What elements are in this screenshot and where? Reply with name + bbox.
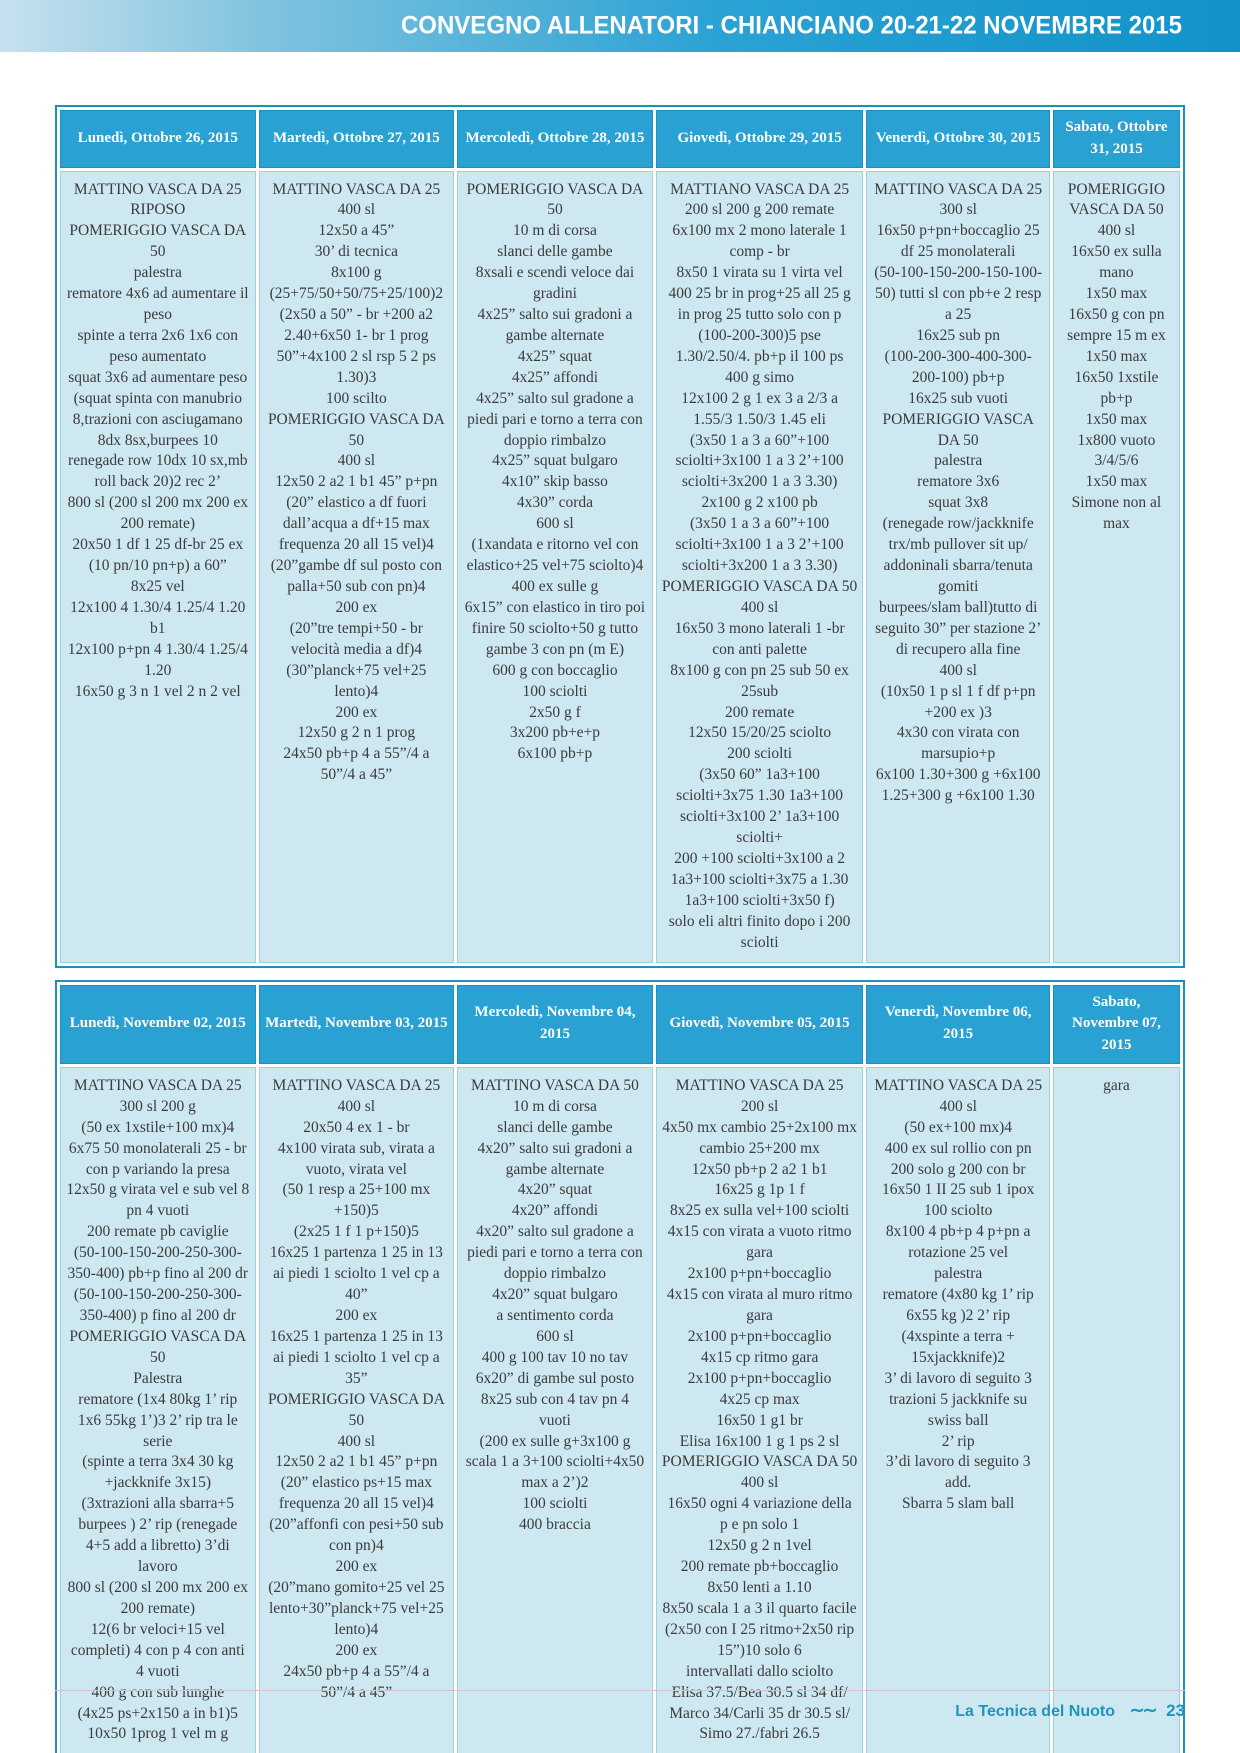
workout-line: 8x100 g con pn 25 sub 50 ex 25sub — [670, 661, 849, 700]
workout-line: (20”gambe df sul posto con palla+50 sub con pn)4 — [270, 557, 443, 596]
day-workout-cell — [259, 1067, 455, 1753]
workout-line: 1x50 max — [1085, 473, 1148, 491]
banner-title: CONVEGNO ALLENATORI - CHIANCIANO 20-21-22 NOVEMBRE 2015 — [400, 11, 1182, 40]
workout-line: POMERIGGIO VASCA DA 50 — [267, 410, 445, 449]
workout-line: 4x15 con virata al muro ritmo gara — [666, 1286, 853, 1324]
workout-line: Elisa 37.5/Bea 30.5 sl 34 df/ — [671, 1683, 848, 1701]
workout-line: 12x50 g virata vel e sub vel 8 pn 4 vuoti — [66, 1181, 250, 1220]
workout-line: (3xtrazioni alla sbarra+5 burpees ) 2’ rip (renegade 4+5 add a libretto) 3’di lavoro — [78, 1495, 238, 1576]
workout-line: 2x100 p+pn+boccaglio — [687, 1369, 832, 1387]
workout-line: (20”affonfi con pesi+50 sub con pn)4 — [269, 1516, 444, 1555]
workout-line: (20”tre tempi+50 - br velocità media a df)4 — [289, 619, 423, 658]
workout-line: (25+75/50+50/75+25/100)2 — [269, 285, 444, 303]
workout-line: 200 ex — [335, 703, 378, 721]
workout-line: 16x50 1xstile pb+p — [1074, 368, 1159, 407]
workout-line: 100 scilto — [326, 389, 387, 407]
workout-line: 3’di lavoro di seguito 3 add. — [885, 1453, 1031, 1492]
workout-line: 16x50 ogni 4 variazione della p e pn solo 1 — [667, 1495, 852, 1534]
workout-line: POMERIGGIO VASCA DA 50 — [466, 180, 644, 219]
workout-line: MATTINO VASCA DA 25 — [272, 180, 441, 198]
day-header-cell: Sabato, Novembre 07, 2015 — [1053, 985, 1180, 1064]
workout-line: (50 1 resp a 25+100 mx +150)5 — [282, 1181, 431, 1220]
workout-line: 2x100 g 2 x100 pb — [701, 494, 818, 512]
workout-line: 16x50 1 g1 br — [716, 1411, 803, 1429]
day-workout-cell — [656, 1067, 864, 1753]
workout-line: 200 +100 sciolti+3x100 a 2 1a3+100 sciolti+3x75 a 1.30 1a3+100 sciolti+3x50 f) — [670, 850, 849, 909]
workout-line: (50 ex 1xstile+100 mx)4 — [81, 1118, 235, 1136]
workout-line: (30”planck+75 vel+25 lento)4 — [286, 661, 427, 700]
workout-line: 400 sl — [337, 201, 376, 219]
week-table-october — [55, 105, 1185, 968]
workout-line: (spinte a terra 3x4 30 kg +jackknife 3x15) — [82, 1453, 234, 1492]
day-workout-cell — [457, 1067, 653, 1753]
workout-line: 8xsali e scendi veloce dai gradini — [475, 264, 635, 303]
workout-line: 300 sl — [939, 201, 977, 219]
workout-line: (2x25 1 f 1 p+150)5 — [293, 1223, 419, 1241]
workout-line: rematore 3x6 — [917, 473, 1000, 491]
workout-line: 200 ex — [335, 598, 378, 616]
top-banner — [0, 0, 1240, 52]
workout-line: 4x20” squat bulgaro — [492, 1286, 618, 1304]
workout-line: (50-100-150-200-250-300-350-400) p fino al 200 dr — [73, 1286, 242, 1324]
workout-line: 8x25 vel — [130, 578, 185, 596]
workout-line: 2x50 g f — [529, 703, 581, 721]
workout-line: 16x50 p+pn+boccaglio 25 df 25 monolaterali — [876, 222, 1040, 261]
day-header-cell: Sabato, Ottobre 31, 2015 — [1053, 110, 1180, 168]
workout-line: (squat spinta con manubrio 8,trazioni con asciugamano 8dx 8sx,burpees 10 — [72, 389, 243, 449]
workout-line: 16x25 1 partenza 1 25 in 13 ai piedi 1 sciolto 1 vel cp a 35” — [269, 1327, 443, 1387]
workout-line: 400 g 100 tav 10 no tav — [481, 1348, 629, 1366]
workout-line: 400 sl — [740, 1474, 779, 1492]
workout-line: 12x50 2 a2 1 b1 45” p+pn — [275, 473, 438, 491]
workout-line: 200 ex — [335, 1641, 378, 1659]
workout-line: 4x25” salto sui gradoni a gambe alternate — [477, 306, 633, 344]
workout-line: 200 sciolti — [727, 745, 793, 763]
workout-line: POMERIGGIO VASCA DA 50 — [661, 1453, 858, 1471]
workout-line: 400 ex sulle g — [511, 578, 599, 596]
workout-line: Elisa 16x100 1 g 1 ps 2 sl — [679, 1432, 840, 1450]
workout-line: 16x50 1 II 25 sub 1 ipox — [881, 1181, 1035, 1199]
workout-line: rematore (1x4 80kg 1’ rip 1x6 55kg 1’)3 2’ rip tra le serie — [77, 1390, 238, 1450]
workout-line: (50-100-150-200-250-300-350-400) pb+p fino al 200 dr — [67, 1244, 249, 1283]
workout-line: Simo 27./fabri 26.5 — [699, 1725, 820, 1743]
workout-line: (10x50 1 p sl 1 f df p+pn +200 ex )3 — [880, 682, 1036, 721]
workout-line: 12x50 pb+p 2 a2 1 b1 — [691, 1160, 828, 1178]
workout-line: MATTINO VASCA DA 50 — [471, 1076, 639, 1094]
workout-line: 400 sl — [337, 452, 376, 470]
day-header-cell: Venerdì, Ottobre 30, 2015 — [866, 110, 1049, 168]
workout-line: 4x15 cp ritmo gara — [700, 1348, 819, 1366]
day-workout-cell — [1053, 1067, 1180, 1753]
workout-line: a sentimento corda — [496, 1307, 614, 1324]
workout-line: 4x25” salto sul gradone a piedi pari e torno a terra con doppio rimbalzo — [467, 389, 643, 449]
workout-line: 600 sl — [536, 515, 574, 533]
workout-line: spinte a terra 2x6 1x6 con peso aumentato — [77, 326, 239, 365]
day-content-row — [60, 171, 1180, 963]
workout-line: 6x100 mx 2 mono laterale 1 comp - br — [672, 222, 847, 261]
workout-line: 200 remate pb+boccaglio — [680, 1558, 839, 1576]
workout-line: (3x50 1 a 3 a 60”+100 sciolti+3x100 1 a 3 2’+100 sciolti+3x200 1 a 3 3.30) — [675, 431, 844, 491]
day-header-cell: Martedì, Ottobre 27, 2015 — [259, 110, 455, 168]
day-header-cell: Venerdì, Novembre 06, 2015 — [866, 985, 1049, 1064]
workout-line: 400 braccia — [519, 1516, 591, 1534]
workout-line: RIPOSO — [130, 201, 186, 219]
workout-line: 20x50 1 df 1 25 df-br 25 ex (10 pn/10 pn+p) a 60” — [72, 536, 244, 575]
workout-line: 4x100 virata sub, virata a vuoto, virata vel — [277, 1139, 435, 1178]
workout-line: POMERIGGIO VASCA DA 50 — [267, 1390, 445, 1429]
workout-line: MATTINO VASCA DA 25 — [874, 1076, 1043, 1094]
workout-line: (50 ex+100 mx)4 — [904, 1118, 1013, 1136]
day-header-cell: Lunedì, Novembre 02, 2015 — [60, 985, 256, 1064]
workout-line: 4x15 con virata a vuoto ritmo gara — [667, 1223, 852, 1262]
workout-line: burpees/slam ball)tutto di seguito 30” per stazione 2’ di recupero alla fine — [875, 598, 1042, 658]
day-workout-cell — [60, 1067, 256, 1753]
day-workout-cell — [1053, 171, 1180, 963]
workout-line: POMERIGGIO VASCA DA 50 — [1067, 180, 1166, 219]
workout-line: 6x20” di gambe sul posto — [475, 1369, 635, 1387]
workout-line: MATTINO VASCA DA 25 — [73, 1076, 242, 1094]
workout-line: Sbarra 5 slam ball — [902, 1495, 1015, 1513]
workout-line: (20” elastico a df fuori dall’acqua a df+15 max frequenza 20 all 15 vel)4 — [278, 494, 434, 554]
workout-line: 800 sl (200 sl 200 mx 200 ex 200 remate) — [67, 1578, 248, 1617]
workout-line: 400 sl — [939, 1097, 977, 1115]
workout-line: 16x50 ex sulla mano — [1071, 243, 1162, 282]
workout-line: (2x50 a 50” - br +200 a2 2.40+6x50 1- br 1 prog 50”+4x100 2 sl rsp 5 2 ps 1.30)3 — [276, 306, 437, 386]
workout-line: (4xspinte a terra + 15xjackknife)2 — [901, 1327, 1015, 1366]
workout-line: 12x50 g 2 n 1vel — [707, 1537, 812, 1555]
workout-line: 30’ di tecnica — [314, 243, 398, 261]
workout-line: 8x25 ex sulla vel+100 sciolti — [669, 1202, 850, 1220]
workout-line: 16x50 g 3 n 1 vel 2 n 2 vel — [74, 682, 241, 700]
workout-line: renegade row 10dx 10 sx,mb roll back 20)2 rec 2’ — [68, 452, 248, 491]
workout-line: rematore 4x6 ad aumentare il peso — [66, 285, 249, 324]
day-workout-cell — [656, 171, 864, 963]
workout-line: 4x25” affondi — [511, 368, 599, 386]
workout-line: 12x100 p+pn 4 1.30/4 1.25/4 1.20 — [67, 640, 248, 679]
day-content-row — [60, 1067, 1180, 1753]
workout-line: 6x100 pb+p — [517, 745, 593, 763]
workout-line: (3x50 60” 1a3+100 sciolti+3x75 1.30 1a3+100 sciolti+3x100 2’ 1a3+100 sciolti+ — [676, 766, 844, 847]
workout-line: POMERIGGIO VASCA DA 50 — [69, 1327, 247, 1366]
workout-line: (4x25 ps+2x150 a in b1)5 — [77, 1704, 238, 1722]
workout-line: Palestra — [133, 1369, 183, 1387]
workout-line: 8x25 sub con 4 tav pn 4 vuoti — [480, 1390, 629, 1429]
workout-line: 16x50 g con pn sempre 15 m ex — [1067, 306, 1166, 344]
workout-line: (renegade row/jackknife trx/mb pullover sit up/ addoninali sbarra/tenuta gomiti — [882, 515, 1034, 596]
workout-line: 12x50 2 a2 1 b1 45” p+pn — [275, 1453, 438, 1471]
day-workout-cell — [60, 171, 256, 963]
workout-line: 2’ rip — [941, 1432, 975, 1450]
day-header-cell: Giovedì, Novembre 05, 2015 — [656, 985, 864, 1064]
workout-line: 16x25 sub vuoti — [908, 389, 1009, 407]
workout-line: (20”mano gomito+25 vel 25 lento+30”planck+75 vel+25 lento)4 — [268, 1578, 445, 1638]
day-header-cell: Martedì, Novembre 03, 2015 — [259, 985, 455, 1064]
workout-line: 200 sl 200 g 200 remate — [684, 201, 835, 219]
workout-line: (50-100-150-200-150-100-50) tutti sl con pb+e 2 resp a 25 — [874, 264, 1043, 324]
workout-line: 20x50 4 ex 1 - br — [303, 1118, 410, 1136]
day-header-row — [60, 110, 1180, 168]
workout-line: 4x10” skip basso — [501, 473, 608, 491]
workout-line: 600 sl — [536, 1327, 574, 1345]
workout-line: 6x100 1.30+300 g +6x100 1.25+300 g +6x100 1.30 — [875, 766, 1041, 805]
workout-line: 4x30 con virata con marsupio+p — [896, 724, 1020, 763]
workout-line: 10x50 1prog 1 vel m g — [87, 1725, 229, 1743]
workout-line: MATTINO VASCA DA 25 — [675, 1076, 844, 1094]
workout-line: Simone non al max — [1071, 494, 1162, 533]
workout-line: 1x50 max — [1085, 285, 1148, 303]
day-header-cell: Mercoledì, Novembre 04, 2015 — [457, 985, 653, 1064]
workout-line: 4x20” salto sui gradoni a gambe alternate — [477, 1139, 633, 1178]
workout-line: MATTINO VASCA DA 25 — [73, 180, 242, 198]
workout-line: MATTINO VASCA DA 25 — [874, 180, 1043, 198]
workout-line: 12x100 2 g 1 ex 3 a 2/3 a 1.55/3 1.50/3 1.45 eli — [681, 389, 838, 428]
workout-line: (200 ex sulle g+3x100 g scala 1 a 3+100 sciolti+4x50 max a 2’)2 — [465, 1432, 645, 1492]
workout-line: 8x100 g — [331, 264, 382, 282]
workout-line: POMERIGGIO VASCA DA 50 — [69, 222, 247, 261]
workout-line: squat 3x6 ad aumentare peso — [68, 368, 248, 386]
day-header-row — [60, 985, 1180, 1064]
workout-line: palestra — [934, 1265, 983, 1283]
workout-line: 300 sl 200 g — [119, 1097, 196, 1115]
workout-line: 4x30” corda — [516, 494, 594, 512]
workout-line: 1x50 max — [1085, 410, 1148, 428]
workout-line: palestra — [934, 452, 983, 470]
workout-line: POMERIGGIO VASCA DA 50 — [882, 410, 1034, 449]
page-number: 23 — [1166, 1701, 1185, 1720]
workout-line: 4x25” squat bulgaro — [492, 452, 618, 470]
workout-line: 400 sl — [337, 1432, 376, 1450]
workout-line: 2x100 p+pn+boccaglio — [687, 1265, 832, 1283]
workout-line: 400 sl — [740, 598, 779, 616]
workout-line: 16x25 1 partenza 1 25 in 13 ai piedi 1 sciolto 1 vel cp a 40” — [269, 1244, 443, 1304]
workout-line: 16x50 3 mono laterali 1 -br con anti palette — [674, 619, 845, 658]
workout-line: (100-200-300-400-300-200-100) pb+p — [884, 347, 1032, 386]
workout-line: 200 ex — [335, 1307, 378, 1324]
wave-icon: ∼∼ — [1129, 1700, 1156, 1720]
workout-line: 12x50 a 45” — [318, 222, 395, 240]
day-header-cell: Giovedì, Ottobre 29, 2015 — [656, 110, 864, 168]
day-workout-cell — [866, 171, 1049, 963]
workout-line: 24x50 pb+p 4 a 55”/4 a 50”/4 a 45” — [283, 1662, 430, 1701]
workout-line: POMERIGGIO VASCA DA 50 — [661, 578, 858, 596]
workout-line: 10 m di corsa — [512, 222, 597, 240]
workout-line: 400 sl — [1097, 222, 1136, 240]
workout-line: (1xandata e ritorno vel con elastico+25 vel+75 sciolto)4 — [466, 536, 644, 575]
workout-line: palestra — [133, 264, 182, 282]
day-workout-cell — [259, 171, 455, 963]
workout-line: 3’ di lavoro di seguito 3 trazioni 5 jackknife su swiss ball — [884, 1369, 1032, 1429]
workout-line: 8x100 4 pb+p 4 p+pn a rotazione 25 vel — [885, 1223, 1031, 1262]
workout-line: 1x800 vuoto 3/4/5/6 — [1077, 431, 1156, 470]
page-footer — [55, 1690, 1185, 1721]
workout-line: (20” elastico ps+15 max frequenza 20 all 15 vel)4 — [278, 1474, 434, 1513]
workout-line: 4x25” squat — [517, 347, 593, 365]
day-header-cell: Lunedì, Ottobre 26, 2015 — [60, 110, 256, 168]
workout-line: 8x50 1 virata su 1 virta vel — [676, 264, 843, 282]
workout-line: 4x20” salto sul gradone a piedi pari e torno a terra con doppio rimbalzo — [467, 1223, 643, 1283]
workout-line: 8x50 scala 1 a 3 il quarto facile — [662, 1599, 857, 1617]
workout-line: 3x200 pb+e+p — [509, 724, 601, 742]
workout-line: 12(6 br veloci+15 vel completi) 4 con p 4 con anti 4 vuoti — [70, 1620, 245, 1680]
workout-line: 400 sl — [939, 661, 977, 679]
workout-line: 10 m di corsa — [512, 1097, 597, 1115]
workout-line: intervallati dallo sciolto — [685, 1662, 834, 1680]
day-workout-cell — [457, 171, 653, 963]
workout-line: 400 g simo — [725, 368, 795, 386]
workout-line: 12x50 g 2 n 1 prog — [297, 724, 416, 742]
workout-line: 200 ex — [335, 1558, 378, 1576]
workout-line: 6x75 50 monolaterali 25 - br con p variando la presa — [68, 1139, 247, 1178]
workout-line: 12x100 4 1.30/4 1.25/4 1.20 b1 — [70, 598, 246, 637]
workout-line: 100 sciolti — [522, 1495, 588, 1513]
workout-line: 16x25 g 1p 1 f — [714, 1181, 805, 1199]
workout-line: rematore (4x80 kg 1’ rip 6x55 kg )2 2’ rip — [882, 1286, 1034, 1324]
workout-line: 200 sl — [740, 1097, 779, 1115]
workout-line: 8x50 lenti a 1.10 — [707, 1578, 812, 1596]
workout-line: (3x50 1 a 3 a 60”+100 sciolti+3x100 1 a 3 2’+100 sciolti+3x200 1 a 3 3.30) — [675, 515, 844, 575]
magazine-name: La Tecnica del Nuoto — [955, 1703, 1115, 1720]
workout-line: solo eli altri finito dopo i 200 sciolti — [668, 912, 851, 951]
workout-line: 4x20” affondi — [511, 1202, 599, 1220]
workout-line: 100 sciolto — [923, 1202, 993, 1220]
day-workout-cell — [866, 1067, 1049, 1753]
workout-line: 4x25 cp max — [719, 1390, 800, 1408]
day-header-cell: Mercoledì, Ottobre 28, 2015 — [457, 110, 653, 168]
workout-line: 400 ex sul rollio con pn 200 solo g 200 con br — [884, 1139, 1032, 1178]
workout-line: 24x50 pb+p 4 a 55”/4 a 50”/4 a 45” — [283, 745, 430, 784]
workout-line: 16x25 sub pn — [916, 326, 1000, 344]
workout-line: 4x50 mx cambio 25+2x100 mx cambio 25+200 mx — [662, 1118, 857, 1157]
schedule-area — [0, 52, 1240, 1753]
workout-line: squat 3x8 — [928, 494, 989, 512]
workout-line: 4x20” squat — [517, 1181, 593, 1199]
workout-line: 400 sl — [337, 1097, 376, 1115]
workout-line: 200 remate — [724, 703, 795, 721]
week-table-november — [55, 980, 1185, 1753]
workout-line: 800 sl (200 sl 200 mx 200 ex 200 remate) — [67, 494, 248, 533]
workout-line: 400 25 br in prog+25 all 25 g in prog 25 tutto solo con p — [668, 285, 851, 324]
workout-line: 200 remate pb caviglie — [86, 1223, 229, 1241]
workout-line: 6x15” con elastico in tiro poi finire 50 sciolto+50 g tutto gambe 3 con pn (m E) — [464, 598, 646, 658]
workout-line: (100-200-300)5 pse 1.30/2.50/4. pb+p il 100 ps — [675, 326, 844, 365]
workout-line: Marco 34/Carli 35 dr 30.5 sl/ — [669, 1704, 850, 1722]
workout-line: 400 g con sub lunghe — [91, 1683, 225, 1701]
workout-line: (2x50 con I 25 ritmo+2x50 rip 15”)10 solo 6 — [665, 1620, 855, 1659]
workout-line: slanci delle gambe — [497, 243, 613, 261]
workout-line: 100 sciolti — [522, 682, 588, 700]
workout-line: slanci delle gambe — [497, 1118, 613, 1136]
workout-line: MATTIANO VASCA DA 25 — [670, 180, 850, 198]
workout-line: 600 g con boccaglio — [492, 661, 618, 679]
workout-line: gara — [1103, 1076, 1130, 1094]
workout-line: MATTINO VASCA DA 25 — [272, 1076, 441, 1094]
workout-line: 1x50 max — [1085, 347, 1148, 365]
workout-line: 12x50 15/20/25 sciolto — [688, 724, 832, 742]
workout-line: 2x100 p+pn+boccaglio — [687, 1327, 832, 1345]
